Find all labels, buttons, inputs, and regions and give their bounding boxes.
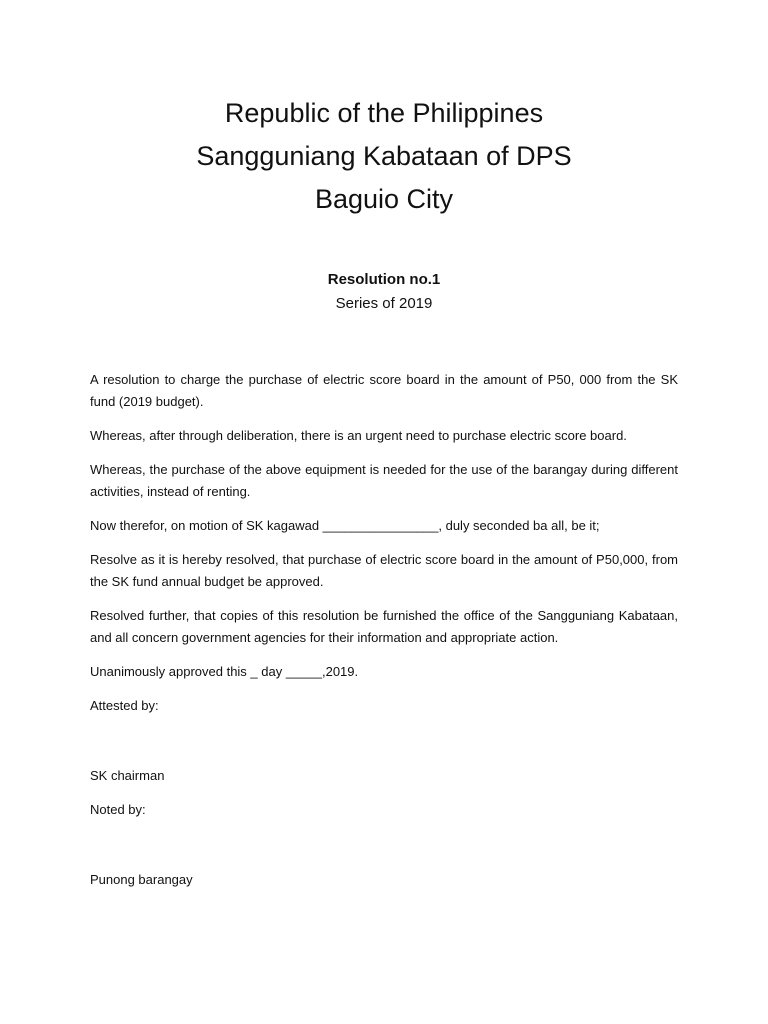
attested-signatory: SK chairman	[90, 768, 165, 783]
attested-label: Attested by:	[90, 698, 159, 713]
noted-label: Noted by:	[90, 802, 146, 817]
resolve-paragraph: Resolve as it is hereby resolved, that purchase of electric score board in the amount of P50,000, from the SK fund annual budget be approved.	[90, 552, 678, 589]
signature-space-noted	[90, 833, 678, 869]
header-organization: Sangguniang Kabataan of DPS	[196, 141, 572, 171]
signature-space-attested	[90, 729, 678, 765]
whereas-paragraph-1: Whereas, after through deliberation, there is an urgent need to purchase electric score board.	[90, 428, 627, 443]
header-country: Republic of the Philippines	[224, 98, 544, 128]
resolution-body	[90, 369, 678, 903]
resolved-further-paragraph: Resolved further, that copies of this resolution be furnished the office of the Sangguniang Kabataan, and all concern government agencies for their information and appropriate action.	[90, 608, 678, 645]
approval-paragraph: Unanimously approved this _ day _____,2019.	[90, 664, 359, 679]
whereas-paragraph-2: Whereas, the purchase of the above equipment is needed for the use of the barangay during different activities, instead of renting.	[90, 462, 678, 499]
resolution-series: Series of 2019	[335, 295, 433, 312]
resolution-summary-paragraph: A resolution to charge the purchase of electric score board in the amount of P50, 000 from the SK fund (2019 budget).	[90, 372, 678, 409]
header-city: Baguio City	[314, 184, 454, 214]
resolution-title-block	[0, 268, 768, 316]
resolution-number: Resolution no.1	[327, 271, 441, 288]
noted-signatory: Punong barangay	[90, 872, 193, 887]
motion-paragraph: Now therefor, on motion of SK kagawad ________________, duly seconded ba all, be it;	[90, 518, 600, 533]
document-header	[0, 92, 768, 221]
